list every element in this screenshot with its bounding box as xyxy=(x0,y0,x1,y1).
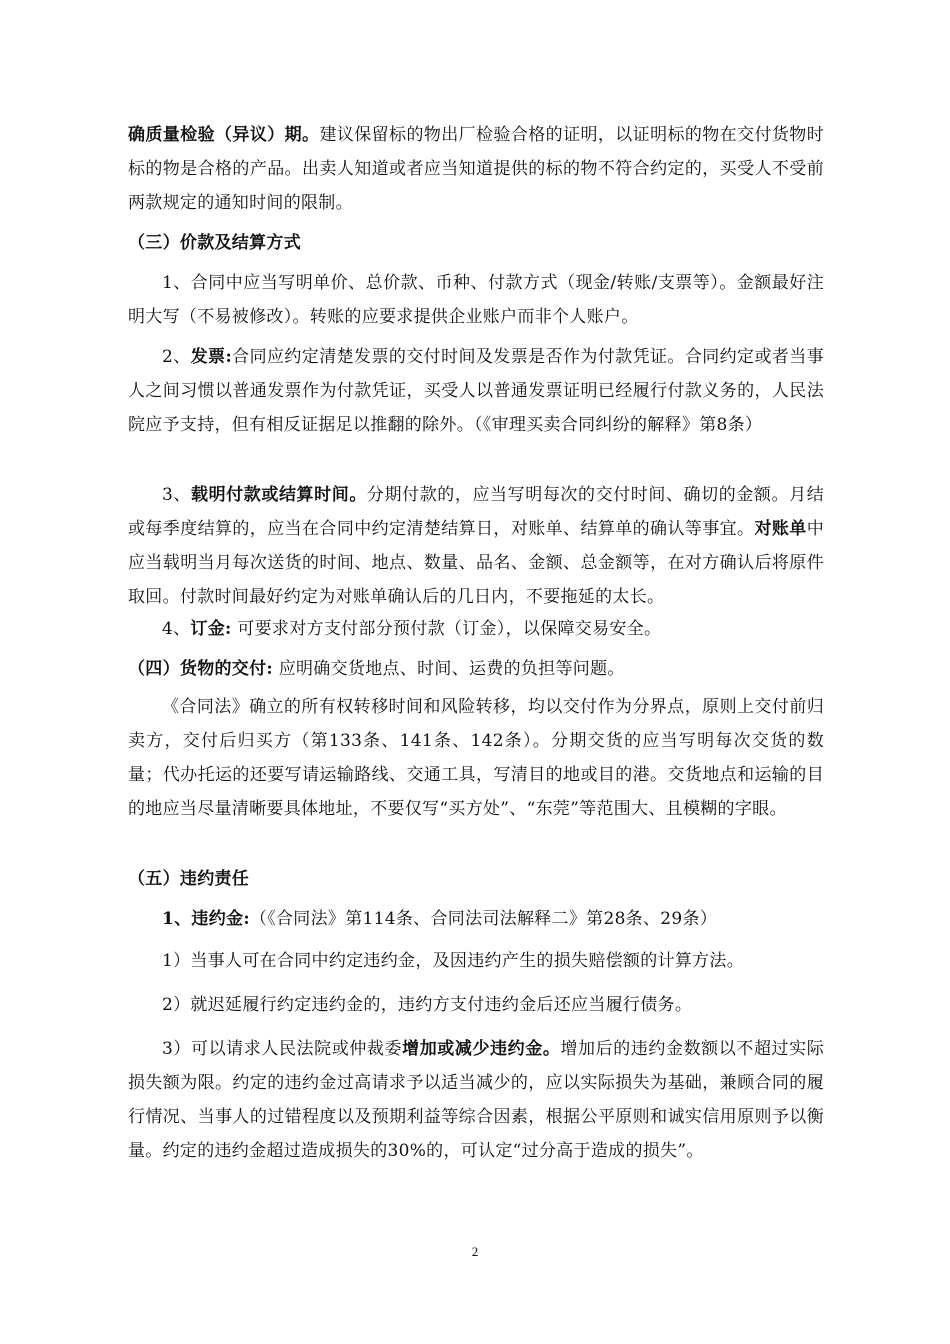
paragraph-payment-time xyxy=(128,478,824,614)
item-number: 2、 xyxy=(162,347,191,367)
item-number: 4、 xyxy=(162,619,191,639)
paragraph-penalty xyxy=(128,902,824,936)
paragraph-quality-inspection xyxy=(128,118,824,220)
bold-term: 载明付款或结算时间。 xyxy=(191,485,367,505)
item-number: 3、 xyxy=(162,485,191,505)
bold-term: 对账单 xyxy=(754,519,807,539)
paragraph-penalty-3 xyxy=(128,1032,824,1168)
paragraph-text: 增加后的违约金数额以不超过实际损失额为限。约定的违约金过高请求予以适当减少的，应以实际损失为基础，兼顾合同的履行情况、当事人的过错程度以及预期利益等综合因素，根据公平原则和诚实信用原则予以衡量。约定的违约金超过造成损失的30%的，可认定“过分高于造成的损失”。 xyxy=(128,1039,825,1161)
paragraph-text: 应明确交货地点、时间、运费的负担等问题。 xyxy=(272,659,625,679)
paragraph-delivery-detail: 《合同法》确立的所有权转移时间和风险转移，均以交付作为分界点，原则上交付前归卖方，交付后归买方（第133条、141条、142条）。分期交货的应当写明每次交货的数量；代办托运的还要写请运输路线、交通工具，写清目的地或目的港。交货地点和运输的目的地应当尽量清晰要具体地址，不要仅写“买方处”、“东莞”等范围大、且模糊的字眼。 xyxy=(128,697,824,819)
bold-term: （四）货物的交付: xyxy=(128,659,273,679)
section-heading-delivery xyxy=(128,652,824,686)
paragraph-text: 可要求对方支付部分预付款（订金），以保障交易安全。 xyxy=(231,619,662,639)
bold-term: 发票: xyxy=(190,347,233,367)
bold-term: 订金: xyxy=(190,619,232,639)
page-number: 2 xyxy=(471,1244,479,1259)
paragraph-penalty-2: 2）就迟延履行约定违约金的，违约方支付违约金后还应当履行债务。 xyxy=(162,995,693,1015)
paragraph-invoice xyxy=(128,340,824,442)
paragraph-text: 建议保留标的物出厂检验合格的证明，以证明标的物在交付货物时标的物是合格的产品。出卖人知道或者应当知道提供的标的物不符合约定的，买受人不受前两款规定的通知时间的限制。 xyxy=(128,125,824,213)
paragraph-penalty-1: 1）当事人可在合同中约定违约金，及因违约产生的损失赔偿额的计算方法。 xyxy=(162,951,745,971)
section-heading-price: （三）价款及结算方式 xyxy=(128,233,301,253)
paragraph-text: 3）可以请求人民法院或仲裁委 xyxy=(162,1039,403,1059)
section-heading-liability: （五）违约责任 xyxy=(128,869,250,889)
bold-term: 增加或减少违约金。 xyxy=(402,1039,561,1059)
bold-term: 1、违约金: xyxy=(162,909,250,929)
paragraph-price-1: 1、合同中应当写明单价、总价款、币种、付款方式（现金/转账/支票等）。金额最好注明大写（不易被修改）。转账的应要求提供企业账户而非个人账户。 xyxy=(128,273,824,327)
paragraph-text: 合同应约定清楚发票的交付时间及发票是否作为付款凭证。合同约定或者当事人之间习惯以普通发票作为付款凭证，买受人以普通发票证明已经履行付款义务的，人民法院应予支持，但有相反证据足以推翻的除外。（《审理买卖合同纠纷的解释》第8条） xyxy=(128,347,824,435)
paragraph-text: （《合同法》第114条、合同法司法解释二》第28条、29条） xyxy=(249,909,718,929)
paragraph-text: 分期付款的，应当写明每次的交付时间、确切的金额。月结或每季度结算的，应当在合同中约定清楚结算日，对账单、结算单的确认等事宜。 xyxy=(128,485,824,539)
bold-term: 确质量检验（异议）期。 xyxy=(128,125,320,145)
paragraph-text: 中应当载明当月每次送货的时间、地点、数量、品名、金额、总金额等，在对方确认后将原件取回。付款时间最好约定为对账单确认后的几日内，不要拖延的太长。 xyxy=(128,519,824,607)
paragraph-deposit xyxy=(128,612,824,646)
